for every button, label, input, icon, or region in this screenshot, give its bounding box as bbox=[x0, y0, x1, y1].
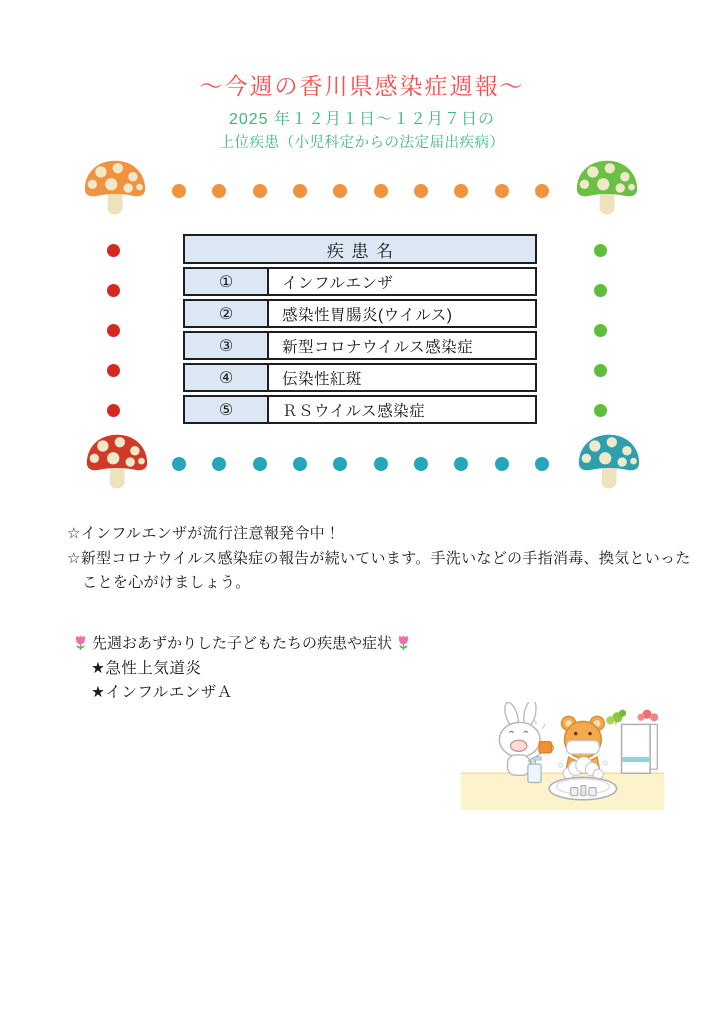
dot bbox=[107, 244, 120, 257]
rank-cell: ③ bbox=[185, 333, 269, 358]
weekly-item-list bbox=[91, 657, 233, 705]
rank-cell: ① bbox=[185, 269, 269, 294]
dot bbox=[594, 404, 607, 417]
dot bbox=[293, 184, 307, 198]
dot bbox=[495, 457, 509, 471]
disease-table bbox=[183, 234, 537, 424]
weekly-item: ★インフルエンザＡ bbox=[91, 684, 233, 701]
table-row bbox=[183, 331, 537, 360]
dot bbox=[293, 457, 307, 471]
dot bbox=[414, 457, 428, 471]
dot bbox=[253, 184, 267, 198]
mushroom-icon-bottom-left bbox=[84, 432, 150, 494]
table-header-disease-name: 疾患名 bbox=[183, 234, 537, 264]
dot bbox=[374, 184, 388, 198]
dot bbox=[107, 364, 120, 377]
disease-cell: 新型コロナウイルス感染症 bbox=[282, 338, 474, 356]
dot bbox=[594, 324, 607, 337]
report-date-range: 2025 年１２月１日～１２月７日の bbox=[228, 111, 496, 128]
dot bbox=[454, 184, 468, 198]
page-title: ～今週の香川県感染症週報～ bbox=[199, 73, 525, 99]
dot bbox=[374, 457, 388, 471]
rank-cell: ④ bbox=[185, 365, 269, 390]
mushroom-icon-bottom-right bbox=[576, 432, 642, 494]
note-line: ☆新型コロナウイルス感染症の報告が続いています。手洗いなどの手指消毒、換気といった bbox=[67, 549, 691, 567]
dot bbox=[212, 457, 226, 471]
weekly-section-heading bbox=[74, 632, 410, 653]
dot-border-bottom bbox=[172, 457, 549, 471]
tulip-icon bbox=[74, 634, 87, 651]
dot-border-top bbox=[172, 184, 549, 198]
rabbit-and-bear-handwashing-illustration bbox=[460, 702, 665, 812]
disease-cell: 伝染性紅斑 bbox=[282, 370, 363, 388]
dot bbox=[172, 184, 186, 198]
rank-cell: ⑤ bbox=[185, 397, 269, 422]
dot bbox=[594, 284, 607, 297]
dot bbox=[107, 284, 120, 297]
dot-border-left bbox=[107, 244, 120, 417]
advisory-notes bbox=[67, 522, 691, 596]
note-line: ☆インフルエンザが流行注意報発令中！ bbox=[67, 525, 341, 542]
note-line: ことを心がけましょう。 bbox=[67, 574, 251, 591]
dot bbox=[535, 457, 549, 471]
disease-cell: ＲＳウイルス感染症 bbox=[282, 402, 426, 420]
report-subtitle: 上位疾患（小児科定からの法定届出疾病） bbox=[219, 135, 505, 151]
dot bbox=[212, 184, 226, 198]
mushroom-icon-top-left bbox=[82, 158, 148, 220]
dot bbox=[594, 364, 607, 377]
dot-border-right bbox=[594, 244, 607, 417]
table-row bbox=[183, 299, 537, 328]
dot bbox=[333, 184, 347, 198]
dot bbox=[333, 457, 347, 471]
dot bbox=[495, 184, 509, 198]
dot bbox=[454, 457, 468, 471]
disease-cell: 感染性胃腸炎(ウイルス) bbox=[282, 306, 453, 324]
dot bbox=[253, 457, 267, 471]
mushroom-icon-top-right bbox=[574, 158, 640, 220]
tulip-icon bbox=[397, 634, 410, 651]
disease-cell: インフルエンザ bbox=[282, 274, 394, 292]
dot bbox=[107, 324, 120, 337]
dot bbox=[172, 457, 186, 471]
dot bbox=[535, 184, 549, 198]
dot bbox=[594, 244, 607, 257]
weekly-heading-text: 先週おあずかりした子どもたちの疾患や症状 bbox=[92, 635, 393, 652]
dot bbox=[414, 184, 428, 198]
table-row bbox=[183, 267, 537, 296]
rank-cell: ② bbox=[185, 301, 269, 326]
dot bbox=[107, 404, 120, 417]
table-row bbox=[183, 363, 537, 392]
table-row bbox=[183, 395, 537, 424]
weekly-item: ★急性上気道炎 bbox=[91, 660, 202, 677]
